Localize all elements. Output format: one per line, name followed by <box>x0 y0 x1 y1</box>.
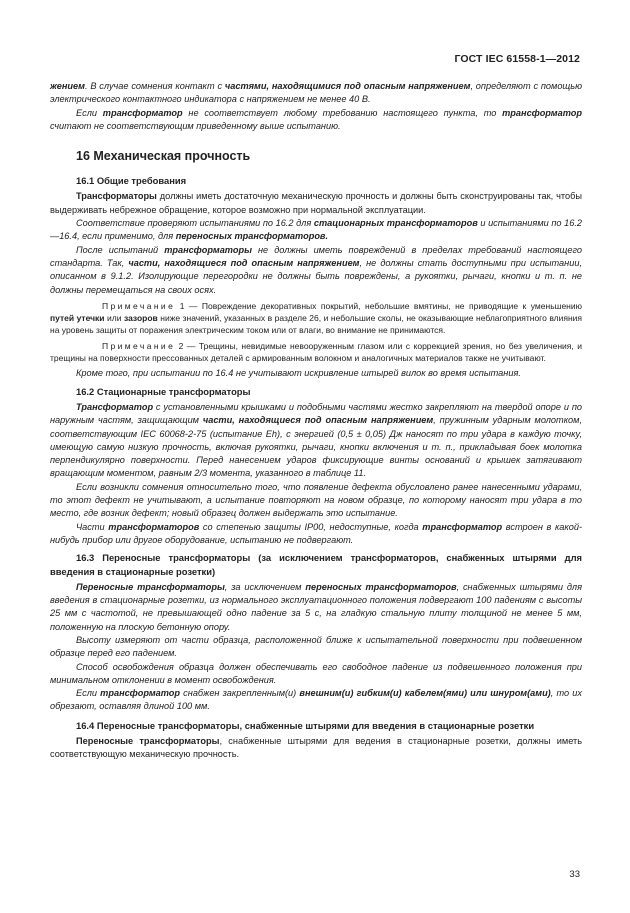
paragraph-16-2-c: Части трансформаторов со степенью защиты IP00, недоступные, когда трансформатор встроен в какой-нибудь прибор или другое оборудование, испытанию не подвергают. <box>50 521 583 545</box>
page-body <box>50 80 582 762</box>
section-16-title: 16 Механическая прочность <box>76 149 251 164</box>
paragraph-16-1-d: Кроме того, при испытании по 16.4 не учитывают искривление штырей вилок во время испытания. <box>76 368 521 379</box>
note-2: Примечание 2 — Трещины, невидимые невооруженным глазом или с коррекцией зрения, но без увеличения, и трещины на поверхности прессованных деталей с армированным волокном и аналогичных материалов также не учитывают. <box>50 340 582 364</box>
paragraph-16-2-a: Трансформатор с установленными крышками и подобными частями жестко закрепляют на твердой опоре и по наружным частям, защищающим части, находящиеся под опасным напряжением, пружинным ударным молотком, соответствующим IEC 60068-2-75 (испытание Eh), с энергией (0,5 ± 0,05) Дж наносят по три удара в каждую точку, имеющую самую низкую прочность, включая рукоятки, рычаги, кнопки включения и т. п., прикладывая боек молотка перпендикулярно поверхности. Перед нанесением ударов фиксирующие винты оснований и крышек затягивают вращающим моментом, равным 2/3 момента, указанного в таблице 11. <box>50 401 582 479</box>
section-16-2-title: 16.2 Стационарные трансформаторы <box>76 385 251 397</box>
paragraph-16-4-a: Переносные трансформаторы, снабженные штырями для ведения в стационарные розетки, должны иметь соответствующую механическую прочность. <box>50 736 582 760</box>
section-16-4-title: 16.4 Переносные трансформаторы, снабженные штырями для введения в стационарные розетки <box>76 719 535 731</box>
paragraph-16-1-c: После испытаний трансформаторы не должны иметь повреждений в пределах требований настоящего стандарта. Так, части, находящиеся под опасным напряжением, не должны стать доступными при испытании, описанном в 9.1.2. Изолирующие перегородки не должны быть повреждены, а рукоятки, рычаги, кнопки и т. п. не должны перемещаться на своих осях. <box>50 244 582 295</box>
paragraph-16-3-b: Высоту измеряют от части образца, расположенной ближе к испытательной поверхности при подвешенном образце перед его падением. <box>50 634 582 659</box>
intro-paragraph-1: жением. В случае сомнения контакт с частями, находящимися под опасным напряжением, определяют с помощью электрического контактного индикатора с напряжением не менее 40 В. <box>50 81 582 105</box>
paragraph-16-3-c: Способ освобождения образца должен обеспечивать его свободное падение из подвешенного положения при минимальном отклонении в момент освобождения. <box>50 661 582 685</box>
section-16-1-title: 16.1 Общие требования <box>76 175 187 187</box>
note-1: Примечание 1 — Повреждение декоративных покрытий, небольшие вмятины, не приводящие к уменьшению путей утечки или зазоров ниже значений, указанных в разделе 26, и небольшие сколы, не оказывающие неблагоприятного влияния на уровень защиты от поражения электрическим током или от влаги, во внимание не принимаются. <box>50 300 582 336</box>
page-number: 33 <box>569 869 580 880</box>
paragraph-16-3-a: Переносные трансформаторы, за исключением переносных трансформаторов, снабженных штырями для введения в стационарные розетки, из нормального эксплуатационного положения подвергают 100 падениям с высоты 25 мм с частотой, не превышающей одно падение за 5 с, на гладкую стальную плиту толщиной не менее 5 мм, положенную на плоскую бетонную опору. <box>50 581 582 632</box>
paragraph-16-1-a: Трансформаторы должны иметь достаточную механическую прочность и должны быть сконструированы так, чтобы выдерживать небрежное обращение, которое возможно при нормальной эксплуатации. <box>50 191 582 215</box>
paragraph-16-2-b: Если возникли сомнения относительно того, что появление дефекта обусловлено ранее нанесенными ударами, то этот дефект не учитывают, а испытание повторяют на новом образце, по которому наносят три удара в то место, где возник дефект; новый образец должен выдержать это испытание. <box>50 481 582 519</box>
section-16-3-title: 16.3 Переносные трансформаторы (за исключением трансформаторов, снабженных штырями для введения в стационарные розетки) <box>50 552 582 577</box>
intro-paragraph-2: Если трансформатор не соответствует любому требованию настоящего пункта, то трансформатор считают не соответствующим приведенному выше испытанию. <box>50 107 582 131</box>
paragraph-16-3-d: Если трансформатор снабжен закрепленным(и) внешним(и) гибким(и) кабелем(ями) или шнуром(ами), то их обрезают, оставляя длиной 100 мм. <box>50 688 582 712</box>
standard-header: ГОСТ IEC 61558-1—2012 <box>454 53 580 65</box>
paragraph-16-1-b: Соответствие проверяют испытаниями по 16.2 для стационарных трансформаторов и испытаниями по 16.2—16.4, если применимо, для переносных трансформаторов. <box>50 218 582 242</box>
